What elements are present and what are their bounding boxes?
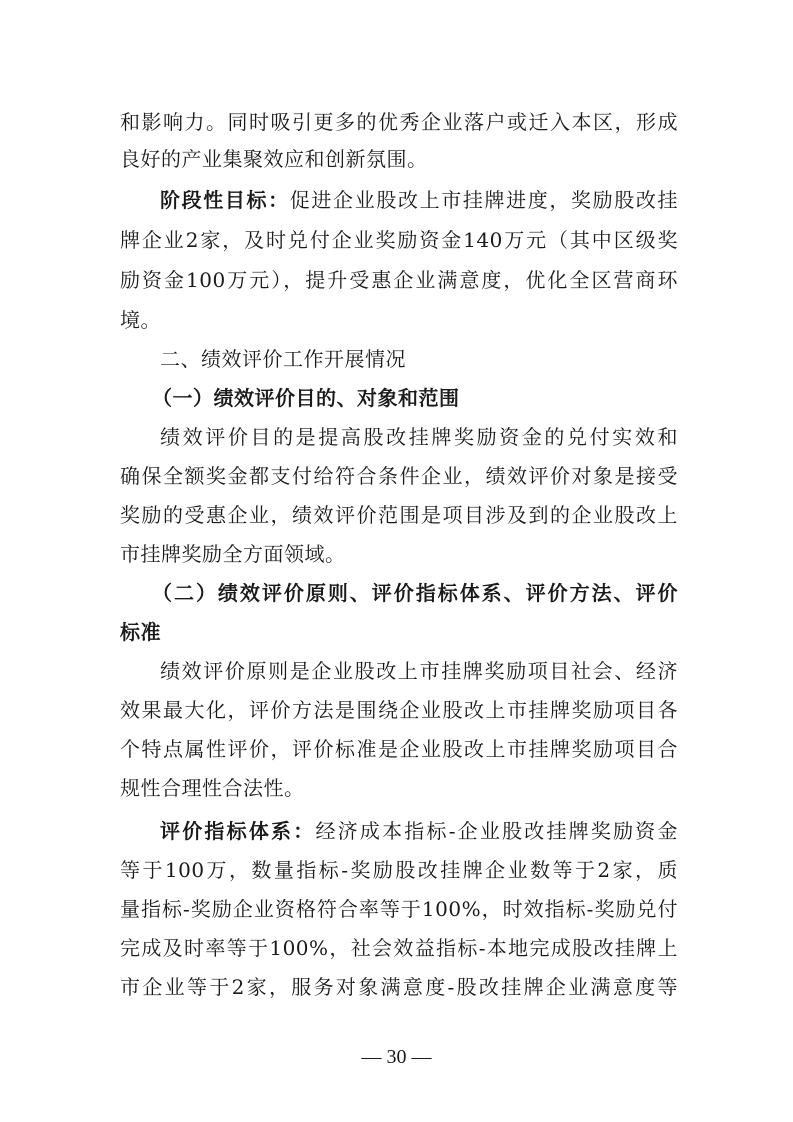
paragraph-line: 和影响力。同时吸引更多的优秀企业落户或迁入本区，形成 bbox=[120, 110, 678, 134]
paragraph-line: 效果最大化，评价方法是围绕企业股改上市挂牌奖励项目各 bbox=[120, 698, 678, 722]
subsection-heading: （二）绩效评价原则、评价指标体系、评价方法、评价 bbox=[152, 581, 678, 605]
subsection-heading: （一）绩效评价目的、对象和范围 bbox=[152, 386, 460, 410]
paragraph-line: 奖励的受惠企业，绩效评价范围是项目涉及到的企业股改上 bbox=[120, 503, 678, 527]
paragraph-line: 确保全额奖金都支付给符合条件企业，绩效评价对象是接受 bbox=[120, 464, 678, 488]
page-number: — 30 — bbox=[361, 1046, 432, 1068]
section-heading: 二、绩效评价工作开展情况 bbox=[160, 347, 406, 371]
paragraph-line: 市企业等于2家，服务对象满意度-股改挂牌企业满意度等 bbox=[120, 975, 678, 999]
indicator-line bbox=[160, 818, 678, 844]
paragraph-line: 绩效评价原则是企业股改上市挂牌奖励项目社会、经济 bbox=[160, 659, 678, 683]
stage-goal-label: 阶段性目标： bbox=[160, 188, 290, 212]
paragraph-line: 牌企业2家，及时兑付企业奖励资金140万元（其中区级奖 bbox=[120, 228, 678, 252]
paragraph-line: 等于100万，数量指标-奖励股改挂牌企业数等于2家，质 bbox=[120, 858, 678, 882]
stage-goal-line bbox=[160, 187, 678, 213]
subsection-heading-cont: 标准 bbox=[120, 620, 161, 644]
paragraph-line: 规性合理性合法性。 bbox=[120, 776, 305, 800]
indicator-text: 经济成本指标-企业股改挂牌奖励资金 bbox=[315, 819, 679, 843]
paragraph-line: 市挂牌奖励全方面领域。 bbox=[120, 542, 346, 566]
paragraph-line: 境。 bbox=[120, 308, 161, 332]
paragraph-line: 完成及时率等于100%，社会效益指标-本地完成股改挂牌上 bbox=[120, 936, 678, 960]
paragraph-line: 绩效评价目的是提高股改挂牌奖励资金的兑付实效和 bbox=[160, 425, 678, 449]
stage-goal-text: 促进企业股改上市挂牌进度，奖励股改挂 bbox=[289, 188, 679, 212]
indicator-label: 评价指标体系： bbox=[160, 819, 316, 843]
paragraph-line: 励资金100万元），提升受惠企业满意度，优化全区营商环 bbox=[120, 268, 678, 292]
paragraph-line: 良好的产业集聚效应和创新氛围。 bbox=[120, 147, 428, 171]
paragraph-line: 量指标-奖励企业资格符合率等于100%，时效指标-奖励兑付 bbox=[120, 897, 678, 921]
paragraph-line: 个特点属性评价，评价标准是企业股改上市挂牌奖励项目合 bbox=[120, 737, 678, 761]
